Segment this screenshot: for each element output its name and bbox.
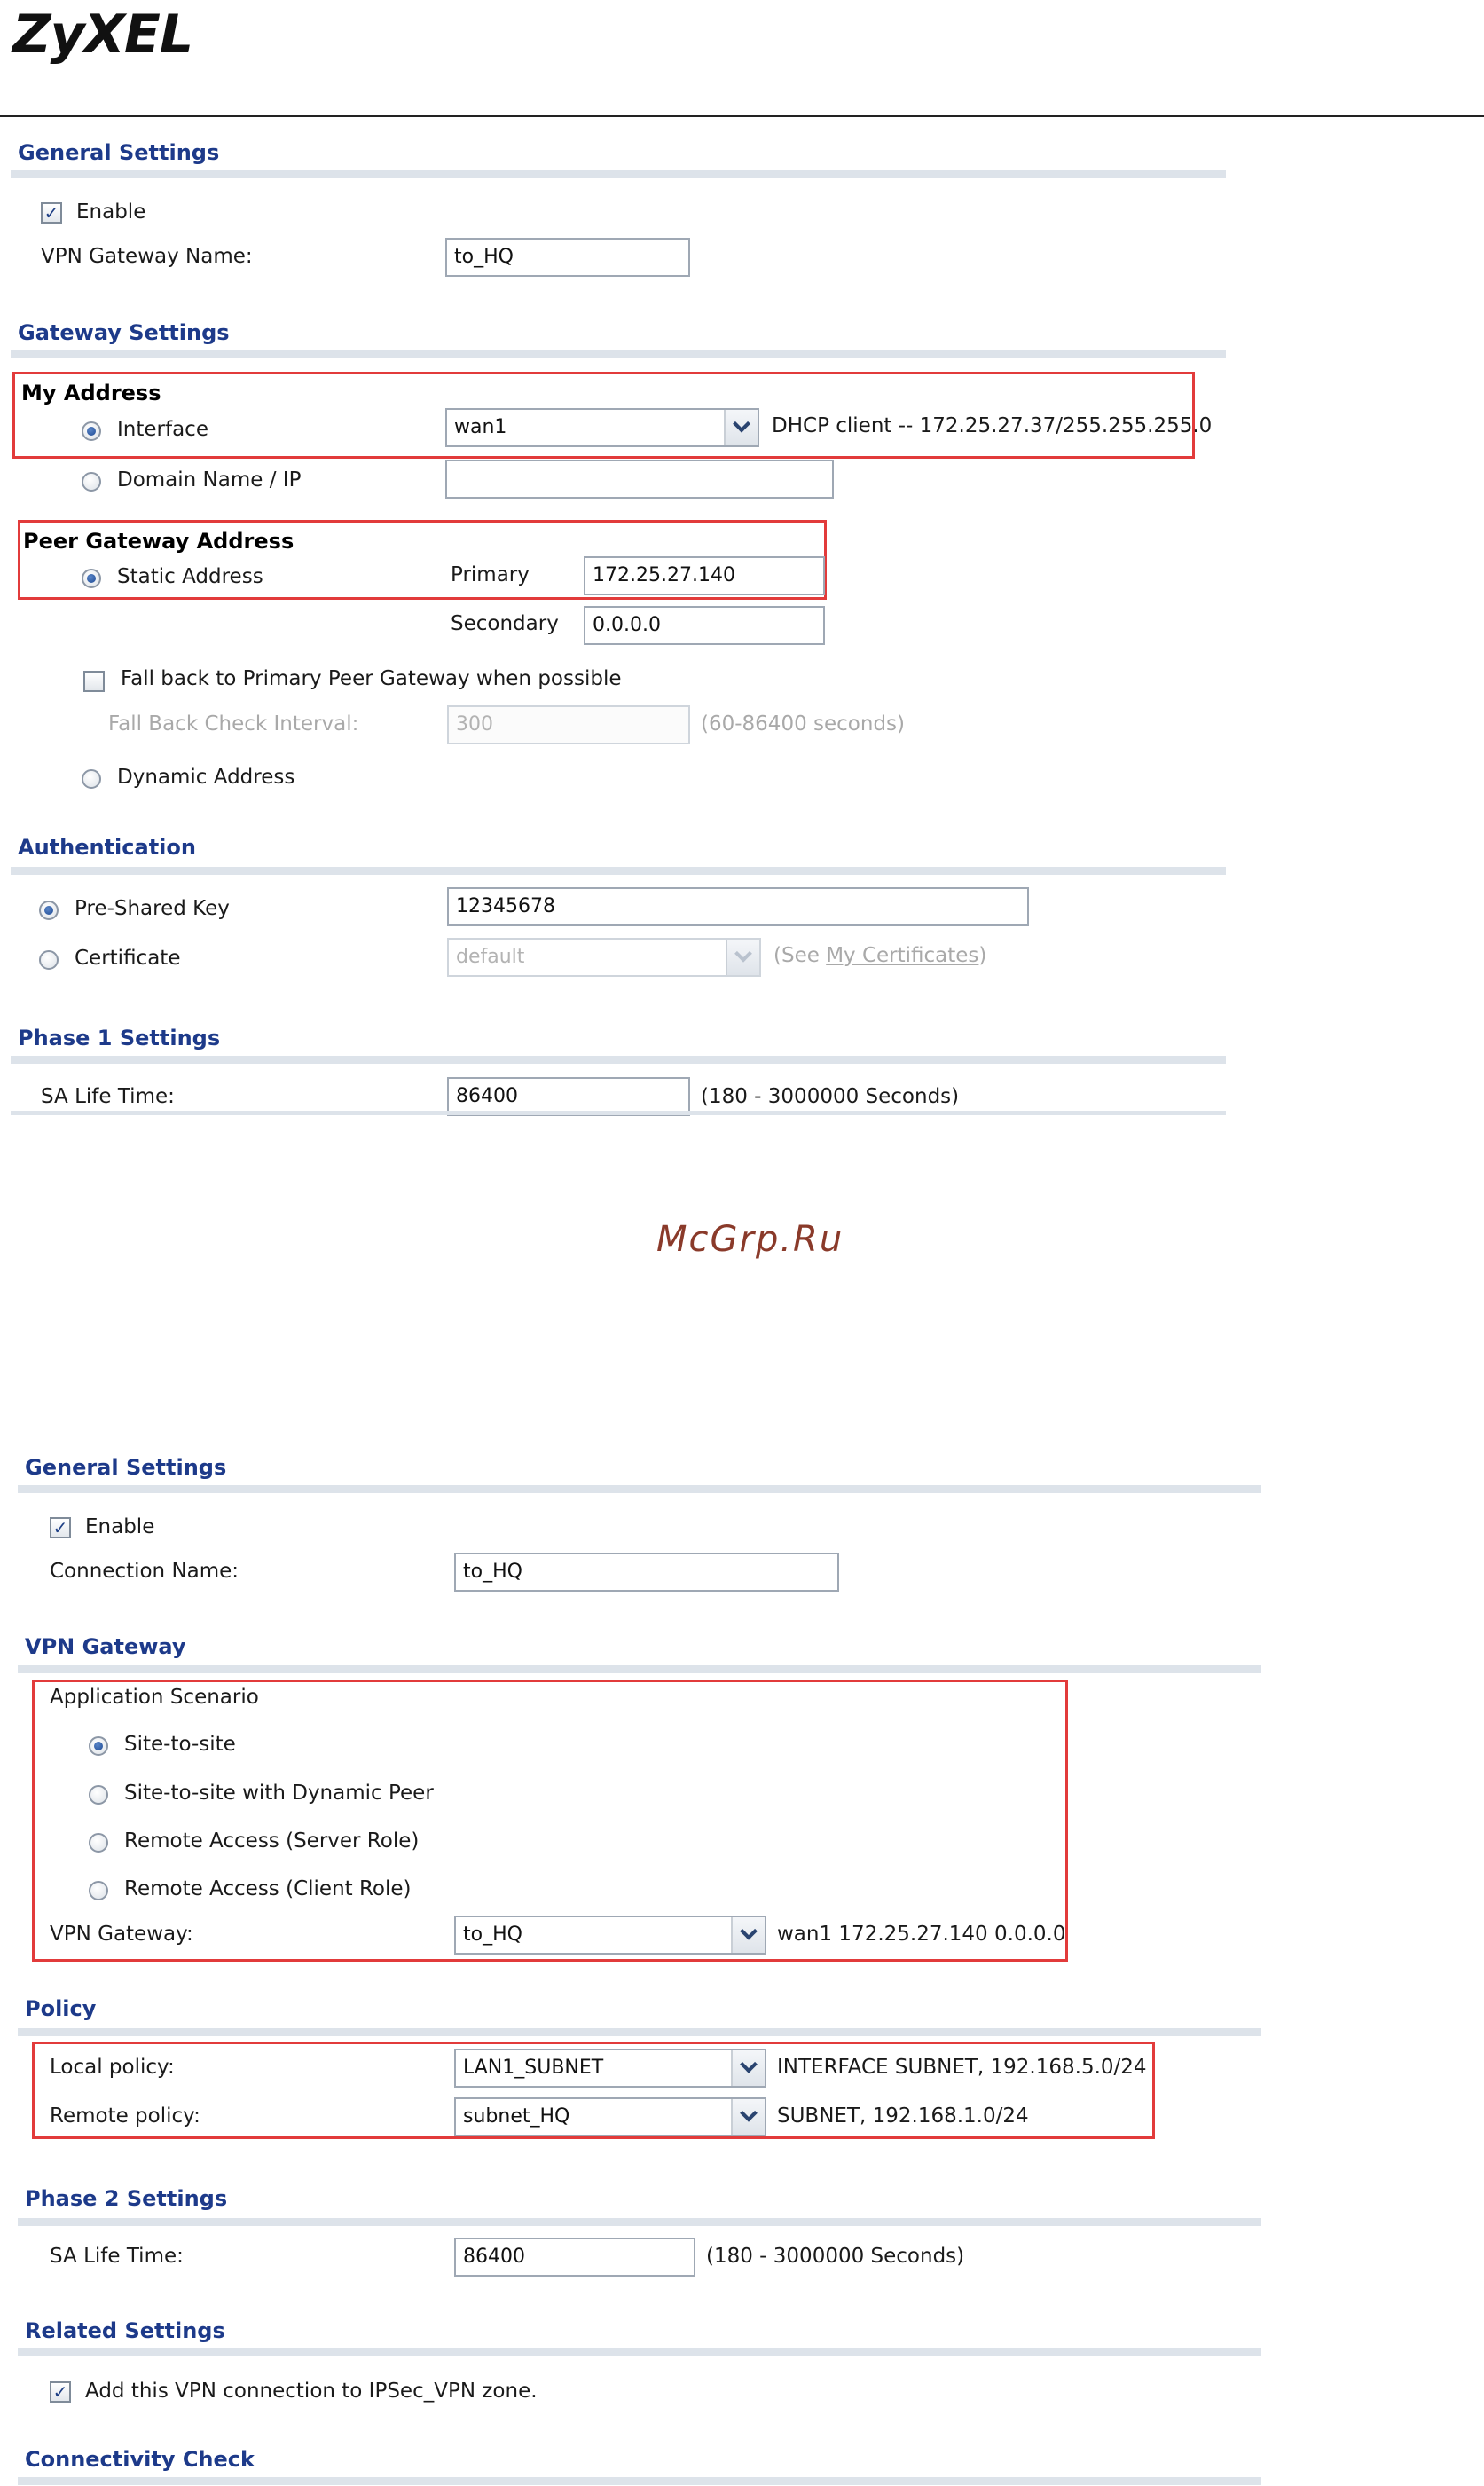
section-title-gateway-settings: Gateway Settings (18, 320, 230, 345)
vpn-gateway-name-label: VPN Gateway Name: (41, 245, 253, 268)
vpn-gateway-label: VPN Gateway: (50, 1923, 193, 1946)
section-divider (11, 170, 1226, 178)
scenario-dynamic-peer-radio[interactable] (89, 1785, 108, 1805)
pre-shared-key-input[interactable]: 12345678 (447, 887, 1029, 926)
section-divider (11, 1056, 1226, 1064)
application-scenario-label: Application Scenario (50, 1686, 259, 1709)
static-address-label: Static Address (117, 565, 263, 588)
section-divider (11, 1111, 1226, 1115)
scenario-server-role-label: Remote Access (Server Role) (124, 1829, 420, 1853)
chevron-down-icon[interactable] (731, 2050, 765, 2086)
interface-select[interactable] (445, 408, 759, 447)
fallback-label: Fall back to Primary Peer Gateway when possible (121, 667, 622, 690)
zyxel-logo: ZyXEL (12, 4, 193, 66)
remote-policy-label: Remote policy: (50, 2104, 200, 2128)
domain-name-input[interactable] (445, 460, 834, 499)
connection-enable-label: Enable (85, 1515, 155, 1538)
connection-name-label: Connection Name: (50, 1560, 239, 1583)
interface-label: Interface (117, 418, 208, 441)
watermark: McGrp.Ru (656, 1219, 844, 1260)
fallback-interval-input[interactable]: 300 (447, 705, 690, 744)
fallback-interval-label: Fall Back Check Interval: (108, 712, 359, 736)
phase1-sa-life-time-label: SA Life Time: (41, 1085, 175, 1108)
scenario-dynamic-peer-label: Site-to-site with Dynamic Peer (124, 1782, 434, 1805)
vpn-gateway-select[interactable] (454, 1916, 766, 1955)
interface-info: DHCP client -- 172.25.27.37/255.255.255.0 (772, 414, 1213, 437)
certificate-select-value: default (456, 946, 525, 968)
scenario-site-to-site-label: Site-to-site (124, 1733, 236, 1756)
scenario-site-to-site-radio[interactable] (89, 1736, 108, 1756)
enable-label: Enable (76, 201, 146, 224)
pre-shared-key-label: Pre-Shared Key (75, 897, 230, 920)
scenario-client-role-radio[interactable] (89, 1881, 108, 1900)
secondary-address-input[interactable]: 0.0.0.0 (584, 606, 825, 645)
connection-enable-checkbox[interactable] (50, 1517, 71, 1538)
certificate-hint-prefix: (See (773, 944, 827, 967)
pre-shared-key-radio[interactable] (39, 901, 59, 920)
section-title-vpn-gateway: VPN Gateway (25, 1634, 186, 1659)
primary-address-input[interactable]: 172.25.27.140 (584, 556, 825, 595)
local-policy-select[interactable] (454, 2049, 766, 2088)
section-title-general-settings-2: General Settings (25, 1455, 227, 1480)
section-title-phase2-settings: Phase 2 Settings (25, 2186, 228, 2211)
section-divider (18, 2218, 1261, 2226)
phase1-sa-life-time-range: (180 - 3000000 Seconds) (701, 1085, 960, 1108)
section-title-phase1-settings: Phase 1 Settings (18, 1026, 221, 1050)
connection-name-input[interactable]: to_HQ (454, 1553, 839, 1592)
interface-select-value: wan1 (454, 416, 507, 438)
check-icon: ✓ (43, 202, 59, 224)
ipsec-zone-label: Add this VPN connection to IPSec_VPN zone. (85, 2380, 538, 2403)
certificate-radio[interactable] (39, 950, 59, 970)
dynamic-address-label: Dynamic Address (117, 766, 295, 789)
remote-policy-info: SUBNET, 192.168.1.0/24 (777, 2104, 1029, 2128)
vpn-gateway-select-value: to_HQ (463, 1924, 522, 1946)
local-policy-info: INTERFACE SUBNET, 192.168.5.0/24 (777, 2056, 1147, 2079)
phase2-sa-life-time-range: (180 - 3000000 Seconds) (706, 2245, 965, 2268)
fallback-interval-range: (60-86400 seconds) (701, 712, 905, 736)
phase1-sa-life-time-input[interactable]: 86400 (447, 1077, 690, 1116)
static-address-radio[interactable] (82, 569, 101, 588)
remote-policy-select[interactable] (454, 2097, 766, 2136)
certificate-hint (773, 944, 986, 967)
remote-policy-select-value: subnet_HQ (463, 2105, 570, 2128)
section-divider (18, 2477, 1261, 2485)
fallback-checkbox[interactable] (83, 671, 105, 692)
secondary-label: Secondary (451, 612, 559, 635)
certificate-select[interactable] (447, 938, 761, 977)
primary-label: Primary (451, 563, 530, 586)
dynamic-address-radio[interactable] (82, 769, 101, 789)
phase2-sa-life-time-input[interactable]: 86400 (454, 2238, 695, 2277)
section-title-general-settings: General Settings (18, 140, 220, 165)
phase2-sa-life-time-label: SA Life Time: (50, 2245, 184, 2268)
vpn-gateway-info: wan1 172.25.27.140 0.0.0.0 (777, 1923, 1066, 1946)
header-rule (0, 115, 1484, 117)
chevron-down-icon[interactable] (726, 940, 759, 975)
peer-gateway-heading: Peer Gateway Address (23, 529, 294, 554)
ipsec-zone-checkbox[interactable] (50, 2381, 71, 2403)
scenario-client-role-label: Remote Access (Client Role) (124, 1877, 412, 1900)
interface-radio[interactable] (82, 421, 101, 441)
section-divider (11, 350, 1226, 358)
vpn-gateway-name-input[interactable]: to_HQ (445, 238, 690, 277)
certificate-hint-suffix: ) (978, 944, 987, 967)
scenario-server-role-radio[interactable] (89, 1833, 108, 1853)
section-title-policy: Policy (25, 1996, 97, 2021)
check-icon: ✓ (52, 2381, 68, 2403)
section-title-related-settings: Related Settings (25, 2318, 225, 2343)
local-policy-select-value: LAN1_SUBNET (463, 2057, 604, 2079)
section-title-authentication: Authentication (18, 835, 196, 860)
chevron-down-icon[interactable] (731, 1917, 765, 1953)
enable-checkbox[interactable] (41, 202, 62, 224)
check-icon: ✓ (52, 1517, 68, 1538)
domain-name-radio[interactable] (82, 472, 101, 492)
section-divider (18, 2028, 1261, 2036)
local-policy-label: Local policy: (50, 2056, 175, 2079)
certificate-label: Certificate (75, 947, 181, 970)
my-certificates-link[interactable]: My Certificates (826, 944, 979, 967)
section-divider (18, 2348, 1261, 2356)
chevron-down-icon[interactable] (724, 410, 758, 445)
domain-name-label: Domain Name / IP (117, 468, 302, 492)
my-address-heading: My Address (21, 381, 161, 405)
section-divider (11, 867, 1226, 875)
section-divider (18, 1485, 1261, 1493)
section-divider (18, 1665, 1261, 1673)
section-title-connectivity-check: Connectivity Check (25, 2447, 255, 2472)
chevron-down-icon[interactable] (731, 2099, 765, 2135)
